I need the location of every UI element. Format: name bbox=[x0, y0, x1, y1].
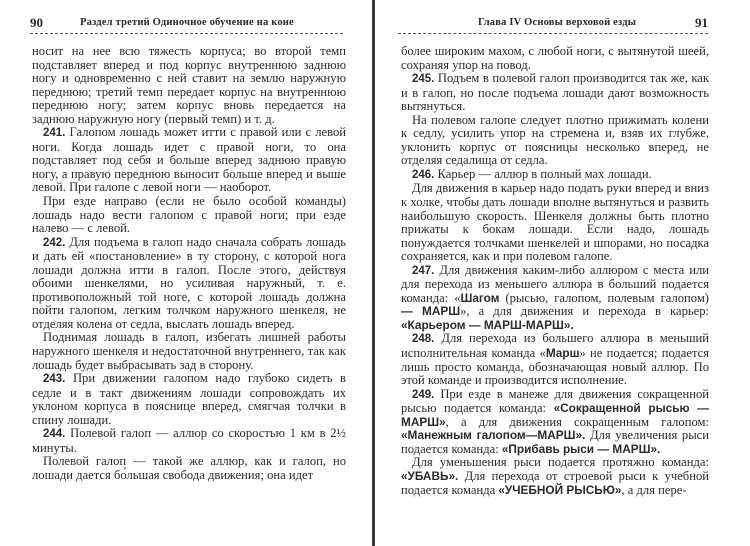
command-text: «УБАВЬ». bbox=[401, 468, 459, 483]
paragraph-249: 249. При езде в манеже для движения сокращенной рысью подается команда: «Сокращенной рысью — МАРШ», а для движения сокращенным галопом: «Манежным галопом—МАРШ». Для увеличения рыси подается команда: «Прибавь рыси — МАРШ». bbox=[401, 386, 709, 456]
section-number: 242. bbox=[43, 236, 66, 249]
section-number: 249. bbox=[412, 388, 435, 401]
paragraph-243: 243. При движении галопом надо глубоко сидеть в седле и в такт движениям лошади сопровождать их уклоном корпуса в пояснице вперед, смягчая толчки в спину лошади. bbox=[32, 371, 346, 427]
section-number: 244. bbox=[43, 428, 66, 441]
header-rule bbox=[398, 33, 708, 34]
section-number: 243. bbox=[43, 373, 66, 386]
page-number: 91 bbox=[695, 15, 708, 30]
paragraph: Для движения в карьер надо подать руки вперед и вниз к холке, чтобы дать лошади вполне вытянуться и развить наибольшую скорость. Шенкеля должны быть плотно прижаты к бокам лошади. Если надо, лошадь понуждается толчками шенкелей и шпорами, но посадка сохраняется, как и при полевом галопе. bbox=[401, 181, 709, 264]
left-page bbox=[0, 0, 372, 546]
header-rule bbox=[30, 33, 343, 34]
section-number: 241. bbox=[43, 127, 66, 140]
paragraph: Полевой галоп — такой же аллюр, как и галоп, но лошади дается бо́льшая свобода движения; она идет bbox=[32, 454, 346, 482]
page-number: 90 bbox=[30, 15, 43, 30]
section-number: 245. bbox=[412, 73, 435, 86]
command-text: «Прибавь рыси — МАРШ». bbox=[501, 441, 661, 456]
left-body-text bbox=[32, 45, 346, 483]
paragraph-245: 245. Подъем в полевой галоп производится так же, как и в галоп, но после подъема лошади дают возможность вытянуться. bbox=[401, 71, 709, 114]
paragraph: Поднимая лошадь в галоп, избегать лишней работы наружного шенкеля и недостаточной внутреннего, так как лошадь будет выбрасывать зад в сторону. bbox=[32, 330, 346, 372]
paragraph-241: 241. Галопом лошадь может итти с правой или с левой ноги. Когда лошадь идет с правой ноги, то она подставляет под себя и больше вперед заднюю правую ногу, а правую переднюю выносит больше вперед и выше левой. При галопе с левой ноги — наоборот. bbox=[32, 125, 346, 195]
paragraph: При езде направо (если не было особой команды) лошадь надо вести галопом с правой ноги; при езде налево — с левой. bbox=[32, 194, 346, 236]
command-text: Марш bbox=[545, 346, 580, 361]
running-head: Раздел третий Одиночное обучение на коне bbox=[80, 17, 294, 28]
command-text: «Карьером — МАРШ-МАРШ». bbox=[401, 317, 574, 332]
paragraph: На полевом галопе следует плотно прижимать колени к седлу, усилить упор на стремена и, взяв их глубже, уклонить корпус от поясницы несколько вперед, не отделяя седалища от седла. bbox=[401, 112, 709, 168]
command-text: Шагом bbox=[460, 290, 500, 305]
command-text: — МАРШ bbox=[401, 304, 461, 319]
command-text: «Сокращенной рысью — МАРШ» bbox=[401, 401, 709, 429]
right-page bbox=[376, 0, 750, 546]
paragraph-244: 244. Полевой галоп — аллюр со скоростью 1 км в 2½ минуты. bbox=[32, 426, 346, 455]
paragraph: Для уменьшения рыси подается протяжно команда: «УБАВЬ». Для перехода от строевой рыси к учебной подается команда «УЧЕБНОЙ РЫСЬЮ», а для пере- bbox=[401, 455, 709, 497]
left-running-header bbox=[30, 14, 343, 32]
paragraph: более широким махом, с любой ноги, с вытянутой шеей, сохраняя упор на повод. bbox=[401, 44, 709, 72]
section-number: 247. bbox=[412, 264, 435, 277]
section-number: 246. bbox=[412, 168, 435, 181]
section-number: 248. bbox=[412, 333, 435, 346]
right-body-text bbox=[401, 45, 709, 497]
paragraph: носит на нее всю тяжесть корпуса; во второй темп подставляет вперед и под корпус внутреннюю заднюю ногу и одновременно с ней ставит на землю наружную переднюю; третий темп передает корпус на внутреннюю переднюю ногу; затем корпус вновь передается на заднюю наружную ногу (первый темп) и т. д. bbox=[32, 44, 346, 126]
paragraph-242: 242. Для подъема в галоп надо сначала собрать лошадь и дать ей «постановление» в ту сторону, с которой нога лошади должна итти в галоп. После этого, действуя обоими шенкелями, но усиливая наружный, т. е. противоположный той ноге, с которой лошадь должна пойти галопом, легким толчком наружного шенкеля, не отделяя колена от седла, выслать лошадь вперед. bbox=[32, 234, 346, 331]
book-gutter bbox=[372, 0, 375, 546]
right-running-header bbox=[398, 14, 708, 32]
paragraph-248: 248. Для перехода из большего аллюра в меньший исполнительная команда «Марш» не подается; подается лишь просто команда, обозначающая новый аллюр. По этой команде и производится исполнение. bbox=[401, 331, 709, 388]
command-text: «УЧЕБНОЙ РЫСЬЮ» bbox=[498, 482, 622, 497]
paragraph-247: 247. Для движения каким-либо аллюром с места или для перехода из меньшего аллюра в больший подается команда: «Шагом (рысью, галопом, полевым галопом) — МАРШ», а для движения и перехода в карьер: «Карьером — МАРШ-МАРШ». bbox=[401, 262, 709, 332]
paragraph-246: 246. Карьер — аллюр в полный мах лошади. bbox=[412, 166, 652, 181]
running-head: Глава IV Основы верховой езды bbox=[478, 17, 637, 28]
command-text: «Манежным галопом—МАРШ». bbox=[401, 428, 586, 443]
